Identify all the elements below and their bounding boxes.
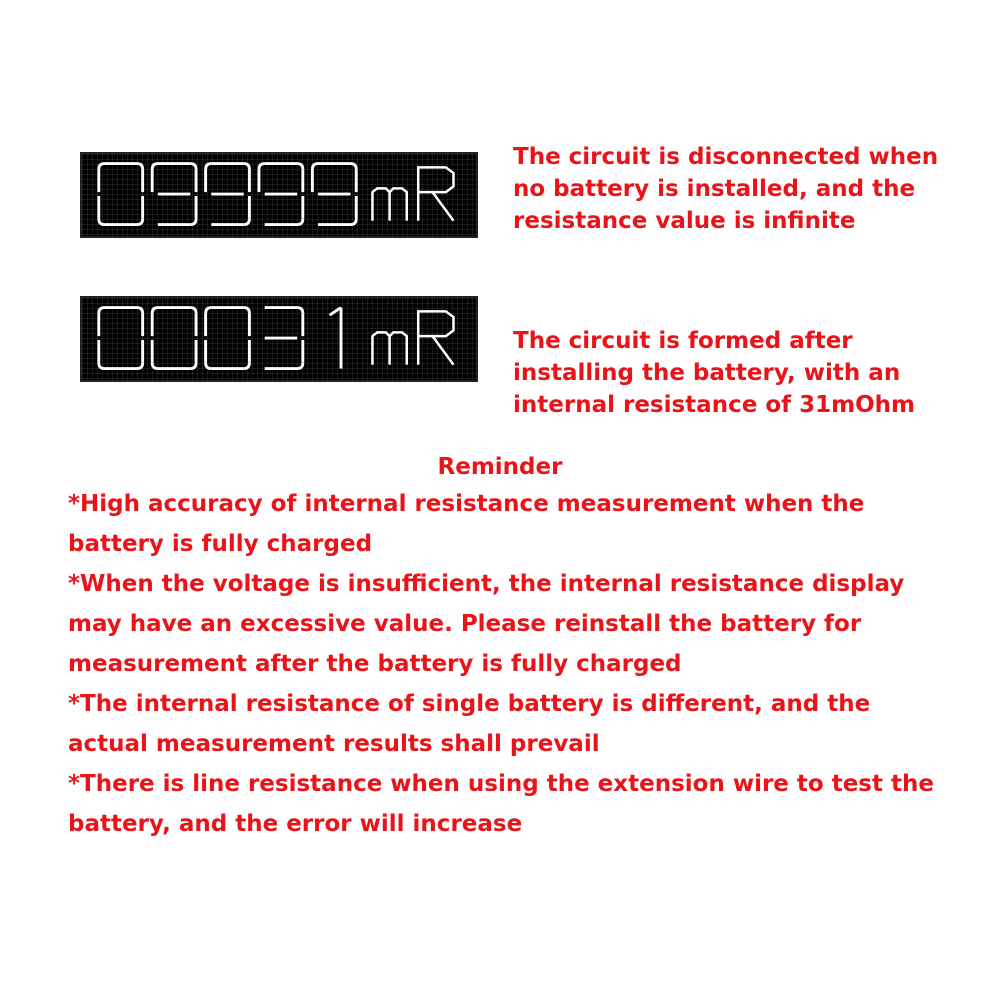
- lcd-segment: [152, 363, 158, 369]
- lcd-digits: [99, 164, 356, 225]
- caption-open-circuit: [513, 141, 983, 237]
- lcd-segment: [297, 363, 303, 369]
- lcd-segment: [190, 308, 196, 314]
- lcd-digits: [99, 308, 341, 369]
- lcd-segment: [99, 308, 105, 314]
- caption-line: no battery is installed, and the: [513, 176, 916, 202]
- reminder-line: *The internal resistance of single battery is different, and the: [68, 691, 871, 717]
- caption-line: internal resistance of 31mOhm: [513, 392, 915, 418]
- lcd-unit-mr: [372, 167, 453, 220]
- lcd-segment: [297, 308, 303, 314]
- lcd-digit: [152, 308, 196, 369]
- lcd-segment: [137, 308, 143, 314]
- lcd-digit: [312, 164, 356, 225]
- lcd-segment: [206, 164, 212, 170]
- lcd-display-open-circuit: [80, 152, 478, 238]
- lcd-segment: [190, 164, 196, 170]
- reminder-line: *There is line resistance when using the extension wire to test the: [68, 771, 934, 797]
- reminder-line: actual measurement results shall prevail: [68, 731, 600, 757]
- lcd-digit: [152, 164, 196, 225]
- reminder-notes: [68, 484, 988, 844]
- lcd-digit: [206, 308, 250, 369]
- reminder-line: *When the voltage is insufficient, the internal resistance display: [68, 571, 905, 597]
- lcd-segment: [190, 219, 196, 225]
- caption-line: The circuit is formed after: [513, 328, 853, 354]
- reminder-line: measurement after the battery is fully charged: [68, 651, 682, 677]
- caption-line: installing the battery, with an: [513, 360, 901, 386]
- reminder-title: Reminder: [437, 454, 563, 480]
- lcd-segment: [152, 308, 158, 314]
- reminder-line: battery, and the error will increase: [68, 811, 523, 837]
- lcd-segment: [206, 363, 212, 369]
- lcd-segment: [244, 219, 250, 225]
- lcd-segment: [152, 164, 158, 170]
- lcd-segment: [244, 363, 250, 369]
- lcd-digit: [99, 164, 143, 225]
- lcd-digit: [99, 308, 143, 369]
- lcd-segment: [206, 308, 212, 314]
- lcd-segment: [312, 164, 318, 170]
- lcd-segment: [99, 363, 105, 369]
- lcd-readout: [82, 154, 476, 236]
- lcd-display-battery-installed: [80, 296, 478, 382]
- lcd-digit: [206, 164, 250, 225]
- lcd-segment: [99, 164, 105, 170]
- lcd-segment: [244, 308, 250, 314]
- lcd-segment: [259, 164, 265, 170]
- lcd-readout: [82, 298, 476, 380]
- lcd-unit-mr: [372, 311, 453, 364]
- lcd-segment: [351, 219, 357, 225]
- caption-line: resistance value is infinite: [513, 208, 856, 234]
- lcd-segment: [137, 164, 143, 170]
- lcd-segment: [137, 363, 143, 369]
- lcd-digit: [259, 164, 303, 225]
- lcd-segment: [99, 219, 105, 225]
- lcd-segment: [190, 363, 196, 369]
- lcd-segment: [351, 164, 357, 170]
- lcd-segment: [330, 308, 341, 316]
- caption-line: The circuit is disconnected when: [513, 144, 939, 170]
- caption-battery-installed: [513, 325, 983, 421]
- reminder-line: may have an excessive value. Please reinstall the battery for: [68, 611, 862, 637]
- lcd-segment: [244, 164, 250, 170]
- lcd-segment: [137, 219, 143, 225]
- lcd-digit: [265, 308, 303, 369]
- lcd-segment: [297, 164, 303, 170]
- lcd-segment: [297, 219, 303, 225]
- reminder-line: *High accuracy of internal resistance measurement when the: [68, 491, 865, 517]
- lcd-digit: [330, 308, 341, 369]
- reminder-line: battery is fully charged: [68, 531, 373, 557]
